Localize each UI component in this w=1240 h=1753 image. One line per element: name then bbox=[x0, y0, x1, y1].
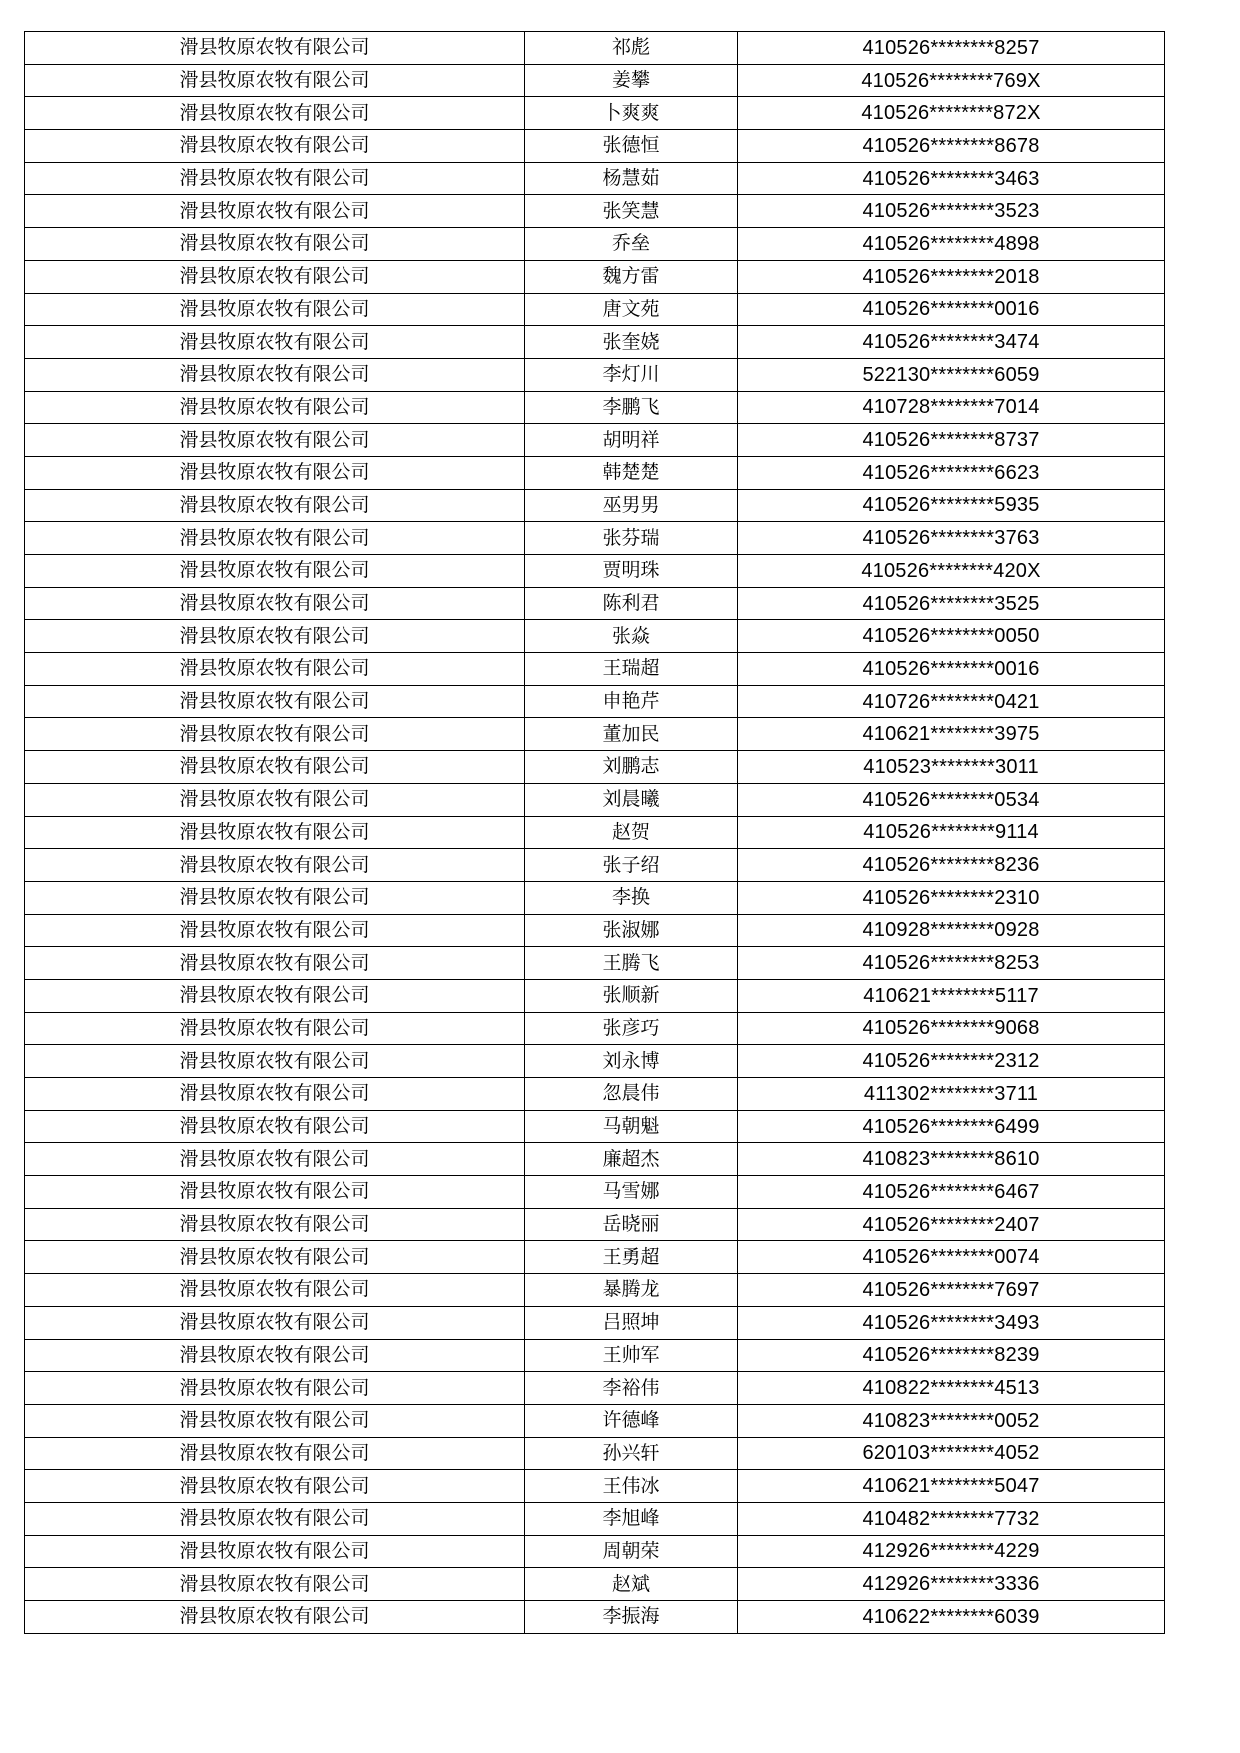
company-cell: 滑县牧原农牧有限公司 bbox=[25, 587, 525, 620]
id-number-cell: 410526********7697 bbox=[738, 1274, 1165, 1307]
name-cell: 张彦巧 bbox=[525, 1012, 738, 1045]
table-row bbox=[25, 228, 1165, 261]
id-number-cell: 410726********0421 bbox=[738, 685, 1165, 718]
name-cell: 李灯川 bbox=[525, 358, 738, 391]
id-number-cell: 410526********3525 bbox=[738, 587, 1165, 620]
table-row bbox=[25, 1078, 1165, 1111]
company-cell: 滑县牧原农牧有限公司 bbox=[25, 64, 525, 97]
table-row bbox=[25, 1437, 1165, 1470]
table-row bbox=[25, 32, 1165, 65]
name-cell: 王腾飞 bbox=[525, 947, 738, 980]
table-row bbox=[25, 783, 1165, 816]
table-row bbox=[25, 522, 1165, 555]
id-number-cell: 410822********4513 bbox=[738, 1372, 1165, 1405]
table-row bbox=[25, 1306, 1165, 1339]
company-cell: 滑县牧原农牧有限公司 bbox=[25, 1143, 525, 1176]
company-cell: 滑县牧原农牧有限公司 bbox=[25, 260, 525, 293]
id-number-cell: 410622********6039 bbox=[738, 1601, 1165, 1634]
id-number-cell: 410526********3474 bbox=[738, 326, 1165, 359]
company-cell: 滑县牧原农牧有限公司 bbox=[25, 1372, 525, 1405]
company-cell: 滑县牧原农牧有限公司 bbox=[25, 1176, 525, 1209]
name-cell: 暴腾龙 bbox=[525, 1274, 738, 1307]
id-number-cell: 522130********6059 bbox=[738, 358, 1165, 391]
roster-body bbox=[25, 32, 1165, 1634]
table-row bbox=[25, 97, 1165, 130]
table-row bbox=[25, 1568, 1165, 1601]
name-cell: 忽晨伟 bbox=[525, 1078, 738, 1111]
company-cell: 滑县牧原农牧有限公司 bbox=[25, 1306, 525, 1339]
name-cell: 马朝魁 bbox=[525, 1110, 738, 1143]
name-cell: 巫男男 bbox=[525, 489, 738, 522]
id-number-cell: 410526********8236 bbox=[738, 849, 1165, 882]
company-cell: 滑县牧原农牧有限公司 bbox=[25, 456, 525, 489]
name-cell: 董加民 bbox=[525, 718, 738, 751]
table-row bbox=[25, 1241, 1165, 1274]
table-row bbox=[25, 1470, 1165, 1503]
name-cell: 张笑慧 bbox=[525, 195, 738, 228]
employee-roster-table bbox=[24, 31, 1165, 1634]
name-cell: 李振海 bbox=[525, 1601, 738, 1634]
name-cell: 赵斌 bbox=[525, 1568, 738, 1601]
company-cell: 滑县牧原农牧有限公司 bbox=[25, 1274, 525, 1307]
company-cell: 滑县牧原农牧有限公司 bbox=[25, 97, 525, 130]
table-row bbox=[25, 195, 1165, 228]
name-cell: 马雪娜 bbox=[525, 1176, 738, 1209]
id-number-cell: 410526********8239 bbox=[738, 1339, 1165, 1372]
name-cell: 张德恒 bbox=[525, 130, 738, 163]
name-cell: 张淑娜 bbox=[525, 914, 738, 947]
name-cell: 廉超杰 bbox=[525, 1143, 738, 1176]
company-cell: 滑县牧原农牧有限公司 bbox=[25, 849, 525, 882]
id-number-cell: 410482********7732 bbox=[738, 1502, 1165, 1535]
table-row bbox=[25, 260, 1165, 293]
id-number-cell: 410526********769X bbox=[738, 64, 1165, 97]
id-number-cell: 410526********2407 bbox=[738, 1208, 1165, 1241]
table-row bbox=[25, 751, 1165, 784]
id-number-cell: 410526********3463 bbox=[738, 162, 1165, 195]
company-cell: 滑县牧原农牧有限公司 bbox=[25, 816, 525, 849]
table-row bbox=[25, 391, 1165, 424]
table-row bbox=[25, 914, 1165, 947]
table-row bbox=[25, 620, 1165, 653]
id-number-cell: 410526********4898 bbox=[738, 228, 1165, 261]
id-number-cell: 410526********0016 bbox=[738, 653, 1165, 686]
company-cell: 滑县牧原农牧有限公司 bbox=[25, 685, 525, 718]
table-row bbox=[25, 1176, 1165, 1209]
table-row bbox=[25, 881, 1165, 914]
company-cell: 滑县牧原农牧有限公司 bbox=[25, 1437, 525, 1470]
id-number-cell: 410526********5935 bbox=[738, 489, 1165, 522]
company-cell: 滑县牧原农牧有限公司 bbox=[25, 1535, 525, 1568]
name-cell: 李鹏飞 bbox=[525, 391, 738, 424]
table-row bbox=[25, 1339, 1165, 1372]
name-cell: 刘永博 bbox=[525, 1045, 738, 1078]
name-cell: 魏方雷 bbox=[525, 260, 738, 293]
company-cell: 滑县牧原农牧有限公司 bbox=[25, 555, 525, 588]
table-row bbox=[25, 1274, 1165, 1307]
name-cell: 贾明珠 bbox=[525, 555, 738, 588]
company-cell: 滑县牧原农牧有限公司 bbox=[25, 1470, 525, 1503]
name-cell: 吕照坤 bbox=[525, 1306, 738, 1339]
id-number-cell: 410526********6623 bbox=[738, 456, 1165, 489]
id-number-cell: 410621********5117 bbox=[738, 979, 1165, 1012]
id-number-cell: 410526********8678 bbox=[738, 130, 1165, 163]
company-cell: 滑县牧原农牧有限公司 bbox=[25, 130, 525, 163]
name-cell: 卜爽爽 bbox=[525, 97, 738, 130]
id-number-cell: 410728********7014 bbox=[738, 391, 1165, 424]
company-cell: 滑县牧原农牧有限公司 bbox=[25, 326, 525, 359]
id-number-cell: 410526********3763 bbox=[738, 522, 1165, 555]
id-number-cell: 410526********9068 bbox=[738, 1012, 1165, 1045]
company-cell: 滑县牧原农牧有限公司 bbox=[25, 1110, 525, 1143]
name-cell: 王帅军 bbox=[525, 1339, 738, 1372]
table-row bbox=[25, 587, 1165, 620]
company-cell: 滑县牧原农牧有限公司 bbox=[25, 32, 525, 65]
company-cell: 滑县牧原农牧有限公司 bbox=[25, 1404, 525, 1437]
id-number-cell: 410526********9114 bbox=[738, 816, 1165, 849]
name-cell: 张芬瑞 bbox=[525, 522, 738, 555]
company-cell: 滑县牧原农牧有限公司 bbox=[25, 947, 525, 980]
company-cell: 滑县牧原农牧有限公司 bbox=[25, 1502, 525, 1535]
table-row bbox=[25, 653, 1165, 686]
name-cell: 王瑞超 bbox=[525, 653, 738, 686]
name-cell: 张奎娆 bbox=[525, 326, 738, 359]
id-number-cell: 410621********3975 bbox=[738, 718, 1165, 751]
company-cell: 滑县牧原农牧有限公司 bbox=[25, 718, 525, 751]
table-row bbox=[25, 849, 1165, 882]
table-row bbox=[25, 130, 1165, 163]
name-cell: 张顺新 bbox=[525, 979, 738, 1012]
company-cell: 滑县牧原农牧有限公司 bbox=[25, 489, 525, 522]
id-number-cell: 410823********0052 bbox=[738, 1404, 1165, 1437]
name-cell: 刘鹏志 bbox=[525, 751, 738, 784]
name-cell: 祁彪 bbox=[525, 32, 738, 65]
company-cell: 滑县牧原农牧有限公司 bbox=[25, 620, 525, 653]
name-cell: 周朝荣 bbox=[525, 1535, 738, 1568]
table-row bbox=[25, 489, 1165, 522]
table-row bbox=[25, 1143, 1165, 1176]
table-row bbox=[25, 979, 1165, 1012]
id-number-cell: 412926********3336 bbox=[738, 1568, 1165, 1601]
name-cell: 胡明祥 bbox=[525, 424, 738, 457]
id-number-cell: 410526********872X bbox=[738, 97, 1165, 130]
name-cell: 许德峰 bbox=[525, 1404, 738, 1437]
company-cell: 滑县牧原农牧有限公司 bbox=[25, 881, 525, 914]
id-number-cell: 411302********3711 bbox=[738, 1078, 1165, 1111]
name-cell: 姜攀 bbox=[525, 64, 738, 97]
name-cell: 王伟冰 bbox=[525, 1470, 738, 1503]
company-cell: 滑县牧原农牧有限公司 bbox=[25, 1078, 525, 1111]
name-cell: 陈利君 bbox=[525, 587, 738, 620]
company-cell: 滑县牧原农牧有限公司 bbox=[25, 1339, 525, 1372]
table-row bbox=[25, 555, 1165, 588]
company-cell: 滑县牧原农牧有限公司 bbox=[25, 1568, 525, 1601]
table-row bbox=[25, 1502, 1165, 1535]
company-cell: 滑县牧原农牧有限公司 bbox=[25, 1045, 525, 1078]
name-cell: 张子绍 bbox=[525, 849, 738, 882]
company-cell: 滑县牧原农牧有限公司 bbox=[25, 522, 525, 555]
name-cell: 李裕伟 bbox=[525, 1372, 738, 1405]
name-cell: 李换 bbox=[525, 881, 738, 914]
table-row bbox=[25, 1372, 1165, 1405]
name-cell: 张焱 bbox=[525, 620, 738, 653]
id-number-cell: 410526********0074 bbox=[738, 1241, 1165, 1274]
id-number-cell: 410523********3011 bbox=[738, 751, 1165, 784]
table-row bbox=[25, 424, 1165, 457]
company-cell: 滑县牧原农牧有限公司 bbox=[25, 195, 525, 228]
table-row bbox=[25, 1601, 1165, 1634]
id-number-cell: 410526********3523 bbox=[738, 195, 1165, 228]
name-cell: 申艳芹 bbox=[525, 685, 738, 718]
company-cell: 滑县牧原农牧有限公司 bbox=[25, 653, 525, 686]
company-cell: 滑县牧原农牧有限公司 bbox=[25, 162, 525, 195]
name-cell: 杨慧茹 bbox=[525, 162, 738, 195]
company-cell: 滑县牧原农牧有限公司 bbox=[25, 293, 525, 326]
company-cell: 滑县牧原农牧有限公司 bbox=[25, 424, 525, 457]
table-row bbox=[25, 326, 1165, 359]
table-row bbox=[25, 456, 1165, 489]
table-row bbox=[25, 64, 1165, 97]
table-row bbox=[25, 1110, 1165, 1143]
id-number-cell: 410526********2312 bbox=[738, 1045, 1165, 1078]
id-number-cell: 410526********8257 bbox=[738, 32, 1165, 65]
id-number-cell: 410526********8253 bbox=[738, 947, 1165, 980]
table-row bbox=[25, 1012, 1165, 1045]
company-cell: 滑县牧原农牧有限公司 bbox=[25, 783, 525, 816]
table-row bbox=[25, 1208, 1165, 1241]
name-cell: 岳晓丽 bbox=[525, 1208, 738, 1241]
name-cell: 李旭峰 bbox=[525, 1502, 738, 1535]
table-row bbox=[25, 1404, 1165, 1437]
name-cell: 刘晨曦 bbox=[525, 783, 738, 816]
company-cell: 滑县牧原农牧有限公司 bbox=[25, 391, 525, 424]
table-row bbox=[25, 293, 1165, 326]
company-cell: 滑县牧原农牧有限公司 bbox=[25, 1012, 525, 1045]
table-row bbox=[25, 685, 1165, 718]
company-cell: 滑县牧原农牧有限公司 bbox=[25, 358, 525, 391]
table-row bbox=[25, 162, 1165, 195]
table-row bbox=[25, 718, 1165, 751]
table-row bbox=[25, 1045, 1165, 1078]
table-row bbox=[25, 358, 1165, 391]
id-number-cell: 410526********6467 bbox=[738, 1176, 1165, 1209]
id-number-cell: 410526********2018 bbox=[738, 260, 1165, 293]
name-cell: 孙兴轩 bbox=[525, 1437, 738, 1470]
name-cell: 唐文苑 bbox=[525, 293, 738, 326]
company-cell: 滑县牧原农牧有限公司 bbox=[25, 1241, 525, 1274]
company-cell: 滑县牧原农牧有限公司 bbox=[25, 914, 525, 947]
id-number-cell: 410526********3493 bbox=[738, 1306, 1165, 1339]
name-cell: 赵贺 bbox=[525, 816, 738, 849]
id-number-cell: 410526********0050 bbox=[738, 620, 1165, 653]
id-number-cell: 410621********5047 bbox=[738, 1470, 1165, 1503]
id-number-cell: 410526********0534 bbox=[738, 783, 1165, 816]
id-number-cell: 410526********2310 bbox=[738, 881, 1165, 914]
id-number-cell: 410928********0928 bbox=[738, 914, 1165, 947]
company-cell: 滑县牧原农牧有限公司 bbox=[25, 1208, 525, 1241]
id-number-cell: 410526********420X bbox=[738, 555, 1165, 588]
name-cell: 乔垒 bbox=[525, 228, 738, 261]
id-number-cell: 410526********8737 bbox=[738, 424, 1165, 457]
id-number-cell: 412926********4229 bbox=[738, 1535, 1165, 1568]
id-number-cell: 410823********8610 bbox=[738, 1143, 1165, 1176]
company-cell: 滑县牧原农牧有限公司 bbox=[25, 979, 525, 1012]
name-cell: 韩楚楚 bbox=[525, 456, 738, 489]
company-cell: 滑县牧原农牧有限公司 bbox=[25, 751, 525, 784]
id-number-cell: 410526********6499 bbox=[738, 1110, 1165, 1143]
name-cell: 王勇超 bbox=[525, 1241, 738, 1274]
table-row bbox=[25, 1535, 1165, 1568]
id-number-cell: 620103********4052 bbox=[738, 1437, 1165, 1470]
table-row bbox=[25, 947, 1165, 980]
table-row bbox=[25, 816, 1165, 849]
company-cell: 滑县牧原农牧有限公司 bbox=[25, 228, 525, 261]
company-cell: 滑县牧原农牧有限公司 bbox=[25, 1601, 525, 1634]
id-number-cell: 410526********0016 bbox=[738, 293, 1165, 326]
